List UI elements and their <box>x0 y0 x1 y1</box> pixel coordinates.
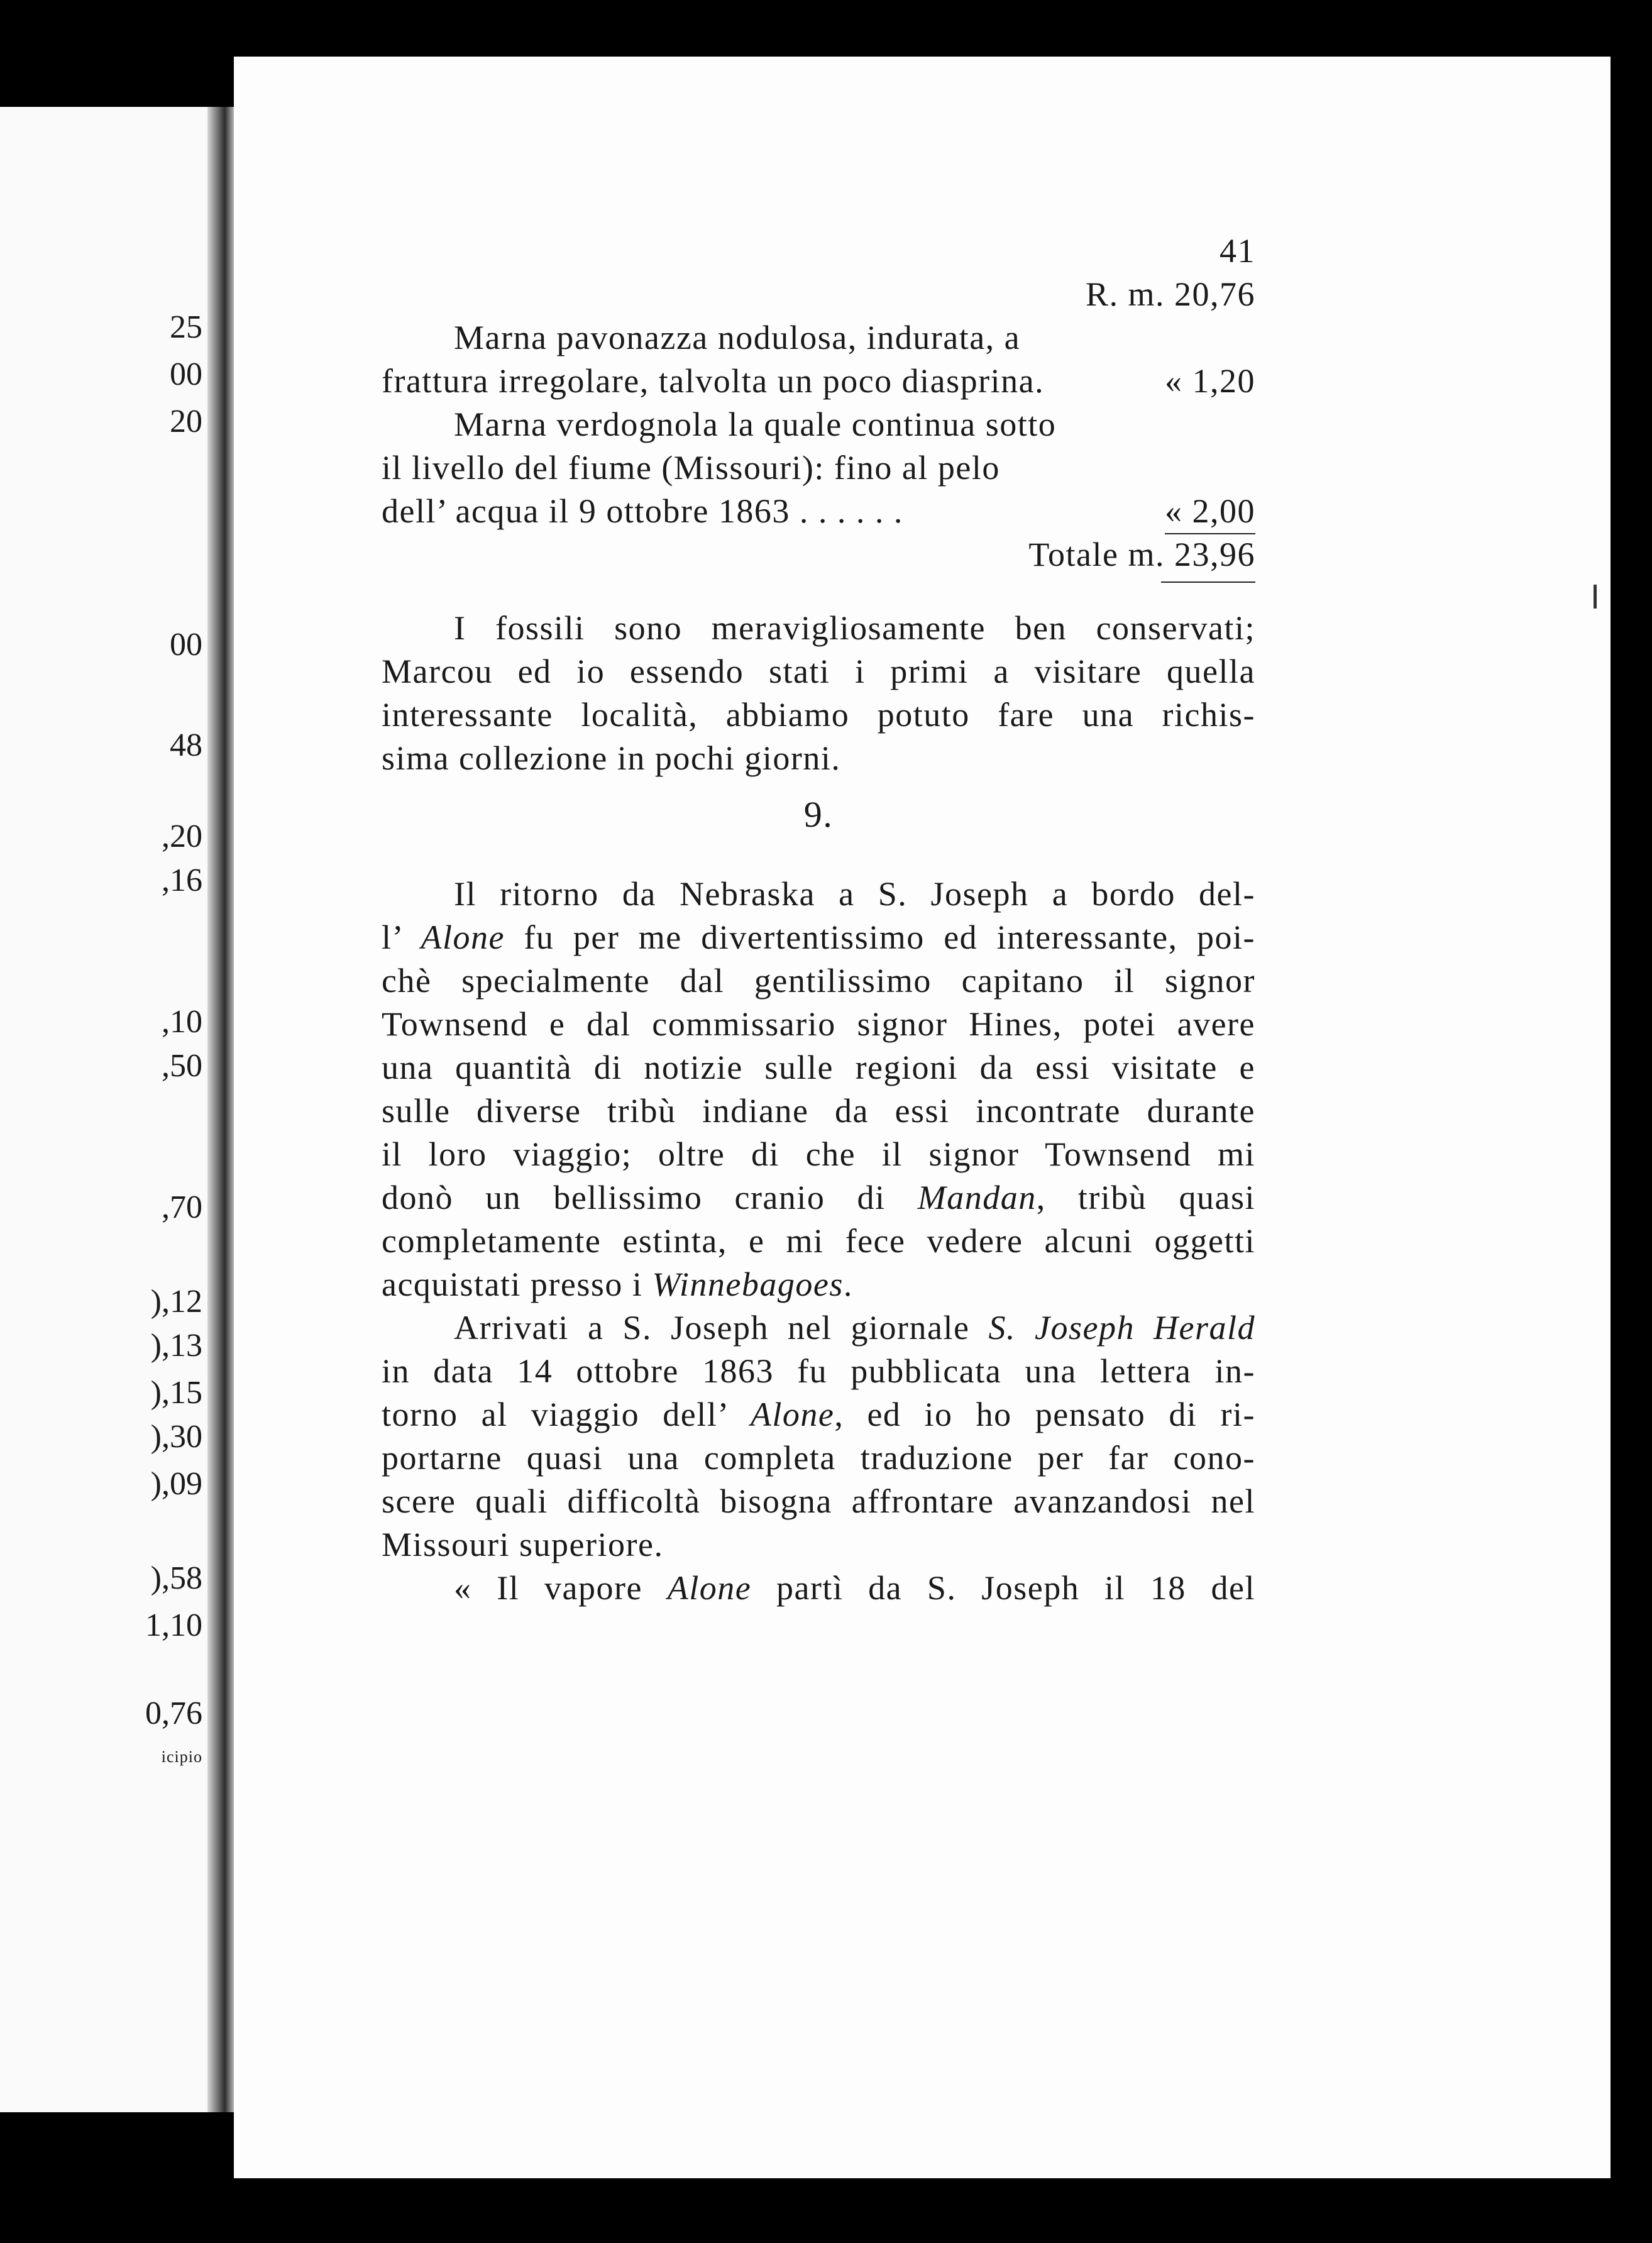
left-margin-number: 20 <box>170 404 202 439</box>
total-rule <box>1161 581 1255 583</box>
left-margin-number: ),30 <box>150 1419 202 1455</box>
table-total-row <box>382 533 1255 576</box>
right-page <box>234 57 1611 2178</box>
table-row-text: Marna pavonazza nodulosa, indurata, a <box>454 319 1021 356</box>
text-line: interessante località, abbiamo potuto fare una richis- <box>382 696 1255 734</box>
text-line: sulle diverse tribù indiane da essi incontrate durante <box>382 1092 1255 1130</box>
section-heading: 9. <box>803 794 834 835</box>
left-page-edge <box>0 107 214 2112</box>
text-line: sima collezione in pochi giorni. <box>382 739 841 777</box>
left-margin-number: ,50 <box>162 1048 202 1084</box>
page-number: 41 <box>1220 232 1255 270</box>
italic-name: Winnebagoes <box>652 1265 844 1303</box>
italic-name: Alone <box>667 1569 752 1607</box>
italic-name: Alone <box>421 918 505 956</box>
table-row-text: frattura irregolare, talvolta un poco diasprina. <box>382 362 1045 400</box>
text-line: scere quali difficoltà bisogna affrontare avanzandosi nel <box>382 1482 1255 1520</box>
left-margin-number: 48 <box>170 727 202 763</box>
paragraph-fossils <box>382 607 1255 780</box>
text-line: Missouri superiore. <box>382 1526 664 1563</box>
italic-name: S. Joseph Herald <box>988 1309 1255 1347</box>
table-row-value: « 1,20 <box>1165 362 1255 400</box>
text-line: Arrivati a S. Joseph nel giornale S. Joseph Herald <box>454 1309 1255 1347</box>
paragraph-return <box>382 873 1255 1306</box>
left-margin-number: ),12 <box>150 1284 202 1320</box>
text-line: Il ritorno da Nebraska a S. Joseph a bordo del- <box>454 875 1255 913</box>
left-margin-number: ,16 <box>162 862 202 898</box>
text-line: I fossili sono meravigliosamente ben conservati; <box>454 609 1255 647</box>
text-line: torno al viaggio dell’ Alone, ed io ho pensato di ri- <box>382 1396 1255 1433</box>
table-row-text: Marna verdognola la quale continua sotto <box>454 405 1057 443</box>
text-line: portarne quasi una completa traduzione per far cono- <box>382 1439 1255 1477</box>
carried-label: R. m. <box>1085 275 1165 313</box>
left-margin-number: ,10 <box>162 1004 202 1040</box>
table-row-line <box>382 316 1255 360</box>
text-line: l’ Alone fu per me divertentissimo ed interessante, poi- <box>382 918 1255 956</box>
measurement-table <box>382 273 1255 583</box>
total-value: 23,96 <box>1174 536 1255 573</box>
text-line: Marcou ed io essendo stati i primi a visitare quella <box>382 653 1255 690</box>
table-row-line <box>382 403 1255 446</box>
left-margin-number: ,20 <box>162 818 202 854</box>
left-margin-number: ,70 <box>162 1189 202 1225</box>
left-margin-number: ),58 <box>150 1560 202 1596</box>
table-carried-row <box>382 273 1255 316</box>
table-row-text: dell’ acqua il 9 ottobre 1863 . . . . . . <box>382 492 903 530</box>
paragraph-arrival <box>382 1306 1255 1567</box>
left-margin-word: icipio <box>161 1748 202 1766</box>
text-line: « Il vapore Alone partì da S. Joseph il 18 del <box>454 1569 1255 1607</box>
text-line: chè specialmente dal gentilissimo capitano il signor <box>382 962 1255 1000</box>
text-line: Townsend e dal commissario signor Hines, potei avere <box>382 1005 1255 1043</box>
text-line: completamente estinta, e mi fece vedere alcuni oggetti <box>382 1222 1255 1260</box>
table-row-line <box>382 360 1255 403</box>
margin-mark <box>1594 585 1597 609</box>
paragraph-steamer <box>382 1567 1255 1610</box>
italic-name: Mandan <box>917 1179 1037 1216</box>
text-line: una quantità di notizie sulle regioni da essi visitate e <box>382 1049 1255 1086</box>
left-margin-number: 0,76 <box>145 1695 202 1731</box>
left-margin-number: 00 <box>170 627 202 663</box>
text-line: il loro viaggio; oltre di che il signor Townsend mi <box>382 1135 1255 1173</box>
table-row-line <box>382 446 1255 490</box>
text-line: donò un bellissimo cranio di Mandan, tribù quasi <box>382 1179 1255 1216</box>
table-row-value: « 2,00 <box>1165 490 1255 534</box>
left-margin-number: 00 <box>170 356 202 392</box>
left-margin-number: ),15 <box>150 1375 202 1411</box>
left-margin-number: ),09 <box>150 1466 202 1502</box>
carried-value: 20,76 <box>1174 275 1255 313</box>
text-line: acquistati presso i Winnebagoes. <box>382 1265 853 1303</box>
left-margin-number: 25 <box>170 309 202 345</box>
table-row-line <box>382 490 1255 533</box>
left-margin-number: 1,10 <box>145 1607 202 1643</box>
italic-name: Alone <box>750 1396 835 1433</box>
left-margin-number: ),13 <box>150 1328 202 1364</box>
text-block <box>382 229 1255 1610</box>
total-label: Totale m. <box>1028 536 1165 573</box>
text-line: in data 14 ottobre 1863 fu pubblicata una lettera in- <box>382 1352 1255 1390</box>
table-row-text: il livello del fiume (Missouri): fino al pelo <box>382 449 1000 487</box>
